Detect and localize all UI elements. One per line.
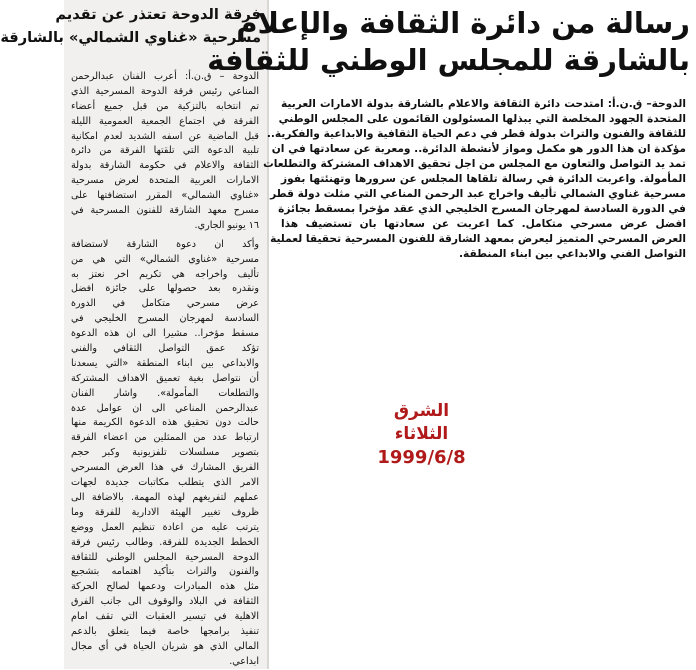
text-line: الثقافة والاعلام في حكومة الشارقة بدولة <box>71 160 259 172</box>
left-article <box>0 0 267 669</box>
text-line: المناعي رئيس فرقة الدوحة المسرحية الذي <box>71 85 259 97</box>
text-line: مسقط مؤخرا.. مشيرا الى ان هذه الدعوة <box>71 328 259 340</box>
text-line: الفريق المشارك في هذا العرض المسرحي <box>71 462 259 474</box>
publication-day: الثلاثاء <box>394 424 449 444</box>
text-line: الدوحة– ق.ن.أ: امتدحت دائرة الثقافة والاعلام بالشارقة بدولة الامارات العربية <box>281 98 686 110</box>
text-line: الامر الذي يتطلب مكاتبات جديدة لجهات <box>71 477 259 489</box>
text-line: العرض المسرحي المتميز ليعرض بمعهد الشارقة للفنون المسرحية تحقيقا لعملية <box>270 233 686 245</box>
text-line: الفرقة في اجتماع الجمعية العمومية الليلة <box>71 115 259 127</box>
text-line: الدوحة – ق.ن.أ: أعرب الفنان عبدالرحمن <box>71 71 259 82</box>
text-line: والابداعي بين ابناء المنطقة «التي يسعدنا <box>71 357 259 369</box>
left-headline-line: مسرحية «غناوي الشمالي» بالشارقة <box>0 29 261 46</box>
text-line: تلبية الدعوة التي تلقتها الفرقة من دائرة <box>71 145 259 157</box>
newspaper-name: الشرق <box>393 401 450 421</box>
text-line: «غناوي الشمالي» المقرر استضافتها على <box>71 190 259 202</box>
text-line: المتحدة الجهود المخلصة التي يبذلها المسئولون القائمون على المجلس الوطني <box>278 113 686 125</box>
text-line: افضل عرض مسرحي متكامل. كما اعربت عن سعادتها بان تستضيف هذا <box>281 218 686 230</box>
text-line: أن نتواصل بغية تعميق الاهداف المشتركة <box>71 372 259 384</box>
text-line: مسرحية «غناوي الشمالي» التي هي من <box>71 253 259 265</box>
text-line: مسرحية غناوي الشمالي تأليف واخراج عبد الرحمن المناعي التي مثلت دولة قطر <box>270 188 686 200</box>
text-line: المالي الذي هو شريان الحياة في أي مجال <box>71 640 259 652</box>
text-line: ونقدره بعد حصولها على جائزة افضل <box>71 283 259 295</box>
text-line: ظروف تغيير الهيئة الادارية للفرقة وما <box>71 506 259 518</box>
text-line: التواصل الفني والابداعي بين ابناء المنطقة. <box>459 248 686 260</box>
text-line: الخطط الجديدة للفرقة. وطالب رئيس فرقة <box>71 536 259 548</box>
text-line: ارتباط عدد من الممثلين من اعضاء الفرقة <box>71 432 259 444</box>
right-headline-line-2: بالشارقة للمجلس الوطني للثقافة <box>207 43 690 77</box>
right-headline-line-1: رسالة من دائرة الثقافة والإعلام <box>236 6 690 40</box>
text-line: السادسة لمهرجان المسرح الخليجي في <box>71 313 259 325</box>
text-line: حالت دون تحقيق هذه الدعوة الكريمة منها <box>71 417 259 429</box>
text-line: تم انتخابه بالتزكية من قبل جميع أعضاء <box>71 100 259 112</box>
text-line: مسرح معهد الشارقة للفنون المسرحية في <box>71 205 259 217</box>
text-line: مؤكدة ان هذا الدور هو مكمل ومواز لأنشطة الدائرة.. ومعربة عن سعادتها في ان <box>271 143 686 155</box>
text-line: عبدالرحمن المناعي الى ان عوامل عدة <box>71 402 259 414</box>
publication-date: 1999/6/8 <box>377 447 466 468</box>
text-line: الامارات العربية المتحدة لعرض مسرحية <box>71 175 259 187</box>
text-line: مثل هذه المبادرات ودعمها لصالح الحركة <box>71 581 259 593</box>
text-line: وأكد ان دعوة الشارقة لاستضافة <box>71 238 259 250</box>
source-date-stamp <box>364 400 479 469</box>
text-line: قبل الماضية عن اسفه الشديد لعدم امكانية <box>71 130 259 142</box>
text-line: تؤكد عمق التواصل الثقافي والفني <box>71 343 259 355</box>
text-line: ١٦ يونيو الجاري. <box>194 219 259 231</box>
text-line: للثقافة والفنون والتراث بدولة قطر في دعم الحياة الثقافية والابداعية والفكرية.. <box>266 128 686 140</box>
text-line: الثقافة في البلاد والوقوف الى جانب الفرق <box>71 596 259 608</box>
text-line: تأليف واخراجه هي تكريم اخر نعتز به <box>71 268 259 280</box>
text-line: المأمولة. واعربت الدائرة في رسالة تلقاها المجلس عن سرورها وتهنئتها بفوز <box>281 173 686 185</box>
text-line: بتصوير مسلسلات تلفزيونية وكبر حجم <box>71 447 259 459</box>
text-line: عرض مسرحي متكامل في الدورة <box>71 298 259 310</box>
left-article-body <box>71 70 259 670</box>
text-line: ابداعي. <box>229 655 259 667</box>
text-line: والفنون والتراث بتأكيد اهتمامه بتشجيع <box>71 566 259 578</box>
text-line: عملهم لتفريغهم لهذه المهمة. بالاضافة الى <box>71 491 259 503</box>
text-line: يترتب عليه من اعادة تنظيم العمل ووضع <box>71 521 259 533</box>
text-line: والتطلعات المأمولة». واشار الفنان <box>71 387 259 399</box>
text-line: الدوحة المسرحية المجلس الوطني للثقافة <box>71 551 259 563</box>
text-line: الاهلية في تيسير العقبات التي تقف امام <box>71 611 259 623</box>
text-line: تنفيذ برامجها خاصة فيما يتعلق بالدعم <box>71 625 259 637</box>
text-line: في الدورة السادسة لمهرجان المسرح الخليجي الذي عقد مؤخرا بمسقط بجائزة <box>278 203 686 215</box>
left-headline-line: فرقة الدوحة تعتذر عن تقديم <box>55 6 261 23</box>
right-article-body <box>263 97 686 262</box>
text-line: تمد يد التواصل والتعاون مع المجلس من اجل تحقيق الاهداف المشتركة والتطلعات <box>263 158 686 170</box>
